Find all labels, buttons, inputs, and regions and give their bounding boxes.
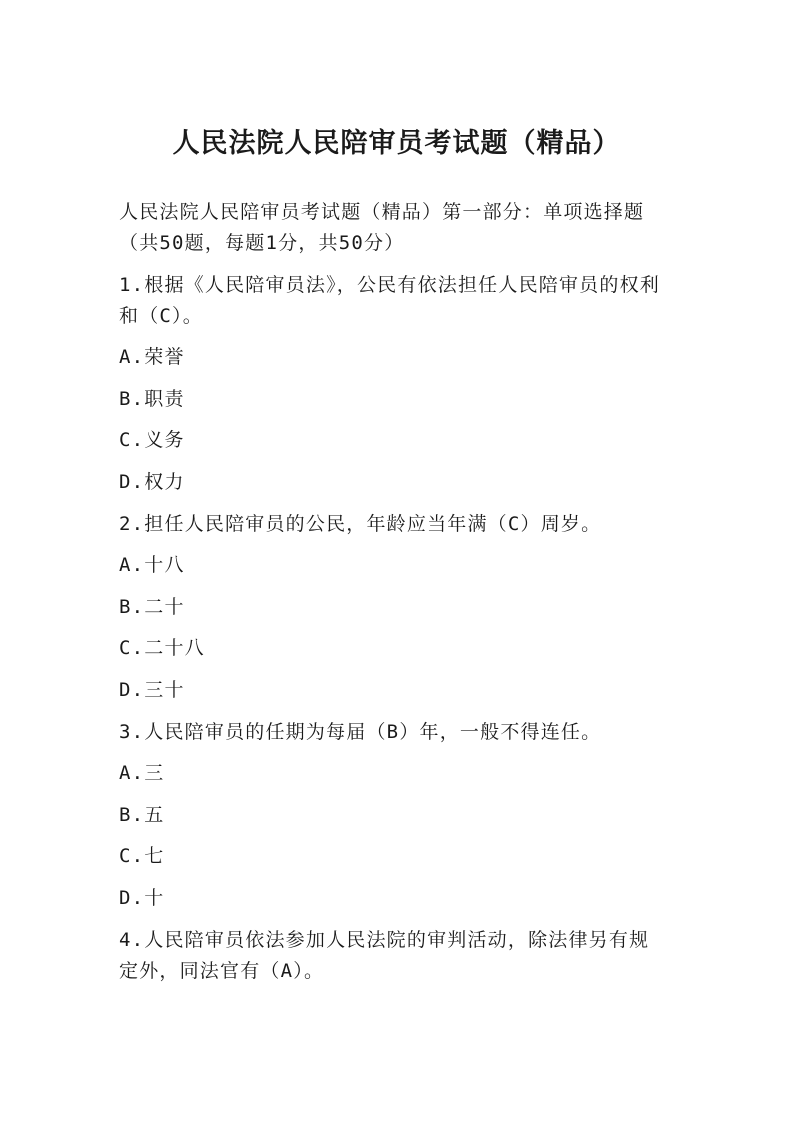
intro-text-continued: （共50题，每题1分，共50分） — [119, 232, 405, 254]
question-1-stem: 1.根据《人民陪审员法》，公民有依法担任人民陪审员的权利 — [119, 273, 660, 296]
question-3-option-c: C.七 — [119, 845, 165, 868]
question-1-option-d: D.权力 — [119, 470, 185, 493]
question-3-stem: 3.人民陪审员的任期为每届（B）年，一般不得连任。 — [119, 720, 602, 743]
question-1-option-a: A.荣誉 — [119, 346, 185, 369]
question-3-option-d: D.十 — [119, 886, 165, 909]
question-1-option-c: C.义务 — [119, 429, 185, 452]
question-1-option-b: B.职责 — [119, 387, 185, 410]
intro-text: 人民法院人民陪审员考试题（精品）第一部分：单项选择题 — [119, 201, 645, 223]
question-1-stem-continued: 和（C）。 — [119, 304, 203, 327]
question-4-stem-continued: 定外，同法官有（A）。 — [119, 959, 325, 982]
document-title: 人民法院人民陪审员考试题（精品） — [172, 128, 621, 159]
question-3-option-b: B.五 — [119, 803, 165, 826]
question-2-stem: 2.担任人民陪审员的公民，年龄应当年满（C）周岁。 — [119, 512, 602, 535]
question-4-stem: 4.人民陪审员依法参加人民法院的审判活动，除法律另有规 — [119, 928, 650, 951]
question-2-option-b: B.二十 — [119, 595, 185, 618]
question-2-option-c: C.二十八 — [119, 637, 205, 660]
question-2-option-d: D.三十 — [119, 678, 185, 701]
question-3-option-a: A.三 — [119, 762, 165, 785]
document-body — [119, 197, 679, 987]
question-2-option-a: A.十八 — [119, 554, 185, 577]
